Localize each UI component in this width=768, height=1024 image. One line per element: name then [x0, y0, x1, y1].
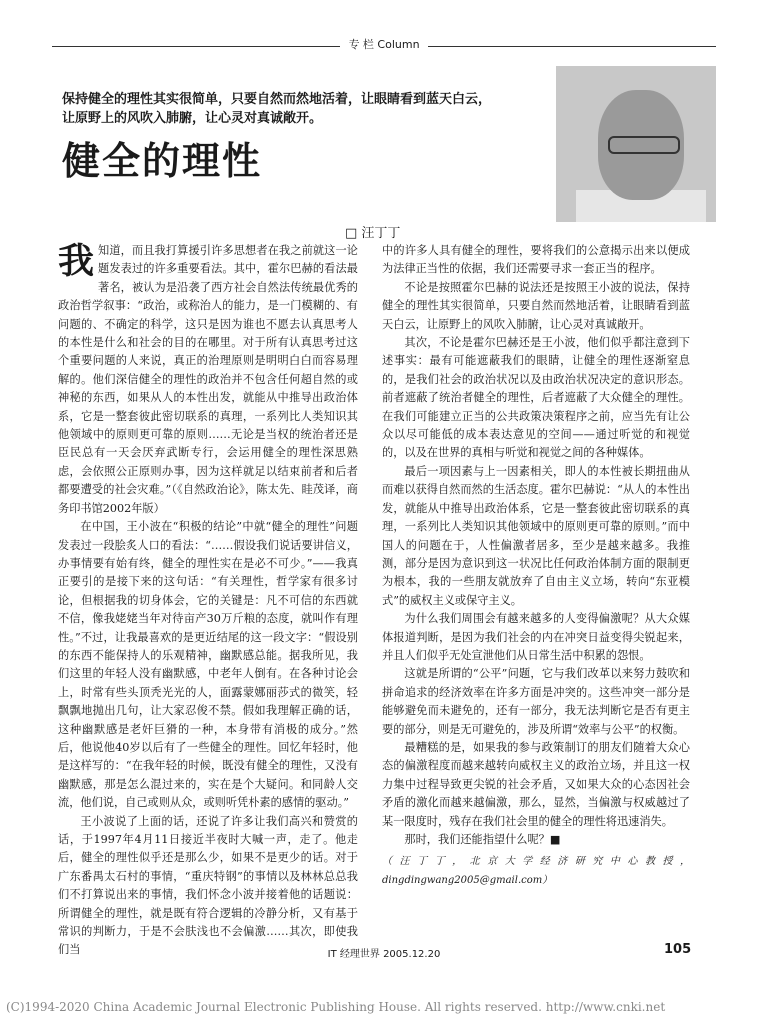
paragraph: 最后一项因素与上一因素相关，即人的本性被长期扭曲从而难以获得自然而然的生活态度。霍尔巴赫说：“从人的本性出发，就能从中推导出政治体系，它是一整套彼此密切联系的真理，一系列比人类知识其他领域中的原则更可靠的原则。”而中国人的问题在于，人性偏激者居多，至少是越来越多。我推测，部分是因为意识到这一状况比任何政治体制方面的限制更为根本，我的一些朋友就放弃了自由主义立场，转向“东亚模式”的威权主义或保守主义。 — [382, 464, 690, 607]
section-header: 专 栏 Column — [0, 36, 768, 52]
paragraph: 其次，不论是霍尔巴赫还是王小波，他们似乎都注意到下述事实：最有可能遮蔽我们的眼睛，让健全的理性逐渐窒息的，是我们社会的政治状况以及由政治状况决定的意识形态。前者遮蔽了统治者健全的理性，后者遮蔽了大众健全的理性。在我们可能建立正当的公共政策决策程序之前，应当先有让公众以尽可能低的成本表达意见的空间——通过听觉的和视觉的，以及在世界的真相与听觉和视觉之间的各种媒体。 — [382, 336, 690, 460]
paragraph: 王小波说了上面的话，还说了许多让我们高兴和赞赏的话，于1997年4月11日接近半夜时大喊一声，走了。他走后，健全的理性似乎还是那么少，如果不是更少的话。对于广东番禺太石村的事情，“重庆特钢”的事情以及林林总总我们不打算说出来的事情，我们怀念小波并接着他的话题说：所谓健全的理性，就是既有符合逻辑的冷静分析，又有基于常识的判断力，于是不会肤浅也不会偏激……其次，即使我们当 — [58, 814, 358, 957]
author-byline: □ 汪丁丁 — [345, 226, 401, 241]
lead-paragraph: 保持健全的理性其实很简单，只要自然而然地活着，让眼睛看到蓝天白云，让原野上的风吹入肺腑，让心灵对真诚敞开。 — [62, 92, 492, 126]
paragraph: 最糟糕的是，如果我的参与政策制订的朋友们随着大众心态的偏激程度而越来越转向威权主义的政治立场，并且这一权力集中过程导致更尖锐的社会矛盾，又如果大众的心态因社会矛盾的激化而越来越偏激，那么，显然，当偏激与权威越过了某一限度时，残存在我们社会里的健全的理性将迅速消失。 — [382, 740, 690, 828]
paragraph: 中的许多人具有健全的理性，要将我们的公意揭示出来以便成为法律正当性的依据，我们还需要寻求一套正当的程序。 — [382, 244, 690, 276]
copyright: (C)1994-2020 China Academic Journal Electronic Publishing House. All rights reserved. http://www.cnki.net — [6, 1000, 666, 1014]
page-title: 健全的理性 — [62, 139, 263, 183]
paragraph: 知道，而且我打算援引许多思想者在我之前就这一论题发表过的许多重要看法。其中，霍尔巴赫的看法最著名，被认为是沿袭了西方社会自然法传统最优秀的政治哲学叙事：“政治，或称治人的能力，是一门模糊的、有问题的、不确定的科学，这只是因为谁也不愿去认真思考人的本性是什么和社会的目的在哪里。对于所有认真思考过这个重要问题的人来说，真正的治理原则是明明白白而容易理解的。他们深信健全的理性的政治并不包含任何超自然的或神秘的东西，如果从人的本性出发，就能从中推导出政治体系，它是一整套彼此密切联系的真理，一系列比人类知识其他领域中的原则更可靠的原则……无论是当权的统治者还是臣民总有一天会厌弃武断专行，会运用健全的理性深思熟虑，会依照公正原则办事，因为这样就足以结束前者和后者都要遭受的社会灾难。”（《自然政治论》，陈太先、眭茂译，商务印书馆2002年版） — [58, 244, 358, 515]
paragraph: 为什么我们周围会有越来越多的人变得偏激呢？从大众媒体报道判断，是因为我们社会的内在冲突日益变得尖锐起来，并且人们似乎无处宣泄他们从日常生活中积累的怨恨。 — [382, 612, 690, 662]
column-right — [382, 242, 690, 890]
author-note: （汪丁丁，北京大学经济研究中心教授，dingdingwang2005@gmail.com） — [382, 856, 690, 886]
paragraph: 不论是按照霍尔巴赫的说法还是按照王小波的说法，保持健全的理性其实很简单，只要自然而然地活着，让眼睛看到蓝天白云，让原野上的风吹入肺腑，让心灵对真诚敞开。 — [382, 280, 690, 331]
page-number: 105 — [664, 942, 692, 957]
paragraph: 在中国，王小波在“积极的结论”中就“健全的理性”问题发表过一段脍炙人口的看法：“……假设我们说话要讲信义，办事情要有始有终，健全的理性实在是必不可少。”——我真正要引的是接下来的这句话：“有关理性，哲学家有很多讨论，但根据我的切身体会，它的关键是：凡不可信的东西就不信，像我姥姥当年对待亩产30万斤粮的态度，就叫作有理性。”不过，让我最喜欢的是更近结尾的这一段文字：“假设别的东西不能保持人的乐观精神，幽默感总能。据我所见，我们这里的年轻人没有幽默感，中老年人倒有。在各种讨论会上，时常有些头顶秃光光的人，面露蒙娜丽莎式的微笑，轻飘飘地抛出几句，让大家忍俊不禁。假如我理解正确的话，这种幽默感是老奸巨猾的一种，本身带有消极的成分。”然后，他说他40岁以后有了一些健全的理性。回忆年轻时，他是这样写的：“在我年轻的时候，既没有健全的理性，又没有幽默感，那是怎么混过来的，实在是个大疑问。和同龄人交流，他们说，自己或则从众，或则听凭朴素的感情的驱动。” — [58, 520, 358, 810]
column-left — [58, 242, 358, 960]
paragraph: 那时，我们还能指望什么呢？■ — [404, 833, 561, 846]
footer: IT 经理世界 2005.12.20 — [327, 949, 441, 960]
author-photo — [556, 66, 716, 222]
paragraph: 这就是所谓的“公平”问题，它与我们改革以来努力鼓吹和拼命追求的经济效率在许多方面是冲突的。这些冲突一部分是能够避免而未避免的，还有一部分，我无法判断它是否有更主要的部分，则是无可避免的，涉及所谓“效率与公平”的权衡。 — [382, 667, 690, 736]
dropcap: 我 — [58, 241, 95, 282]
